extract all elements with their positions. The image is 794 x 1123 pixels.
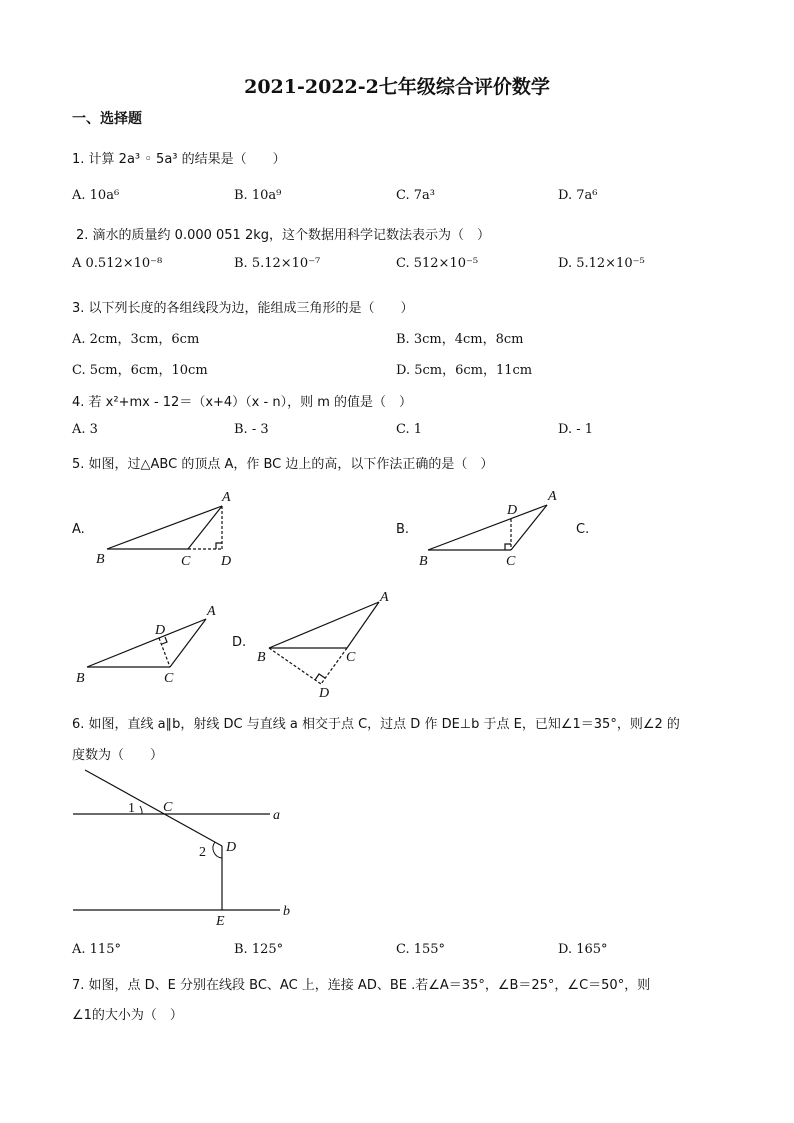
question-2-option-a: A 0.512×10⁻⁸	[72, 256, 163, 271]
question-4-option-b: B. - 3	[234, 422, 269, 437]
angle-1-label: 1	[128, 801, 135, 816]
section-heading: 一、选择题	[72, 111, 142, 127]
segment-bd	[269, 648, 321, 684]
question-6-option-d: D. 165°	[558, 942, 608, 957]
label-d: D	[507, 503, 518, 518]
question-6-option-a: A. 115°	[72, 942, 121, 957]
question-1-option-c: C. 7a³	[396, 188, 435, 203]
question-5-stem: 5. 如图，过△ABC 的顶点 A，作 BC 边上的高，以下作法正确的是（ ）	[72, 457, 494, 472]
question-3-stem: 3. 以下列长度的各组线段为边，能组成三角形的是（ ）	[72, 301, 414, 316]
label-c: C	[506, 554, 516, 569]
label-c: C	[163, 800, 173, 815]
label-c: C	[181, 554, 191, 569]
label-e: E	[216, 914, 225, 929]
label-c: C	[164, 671, 174, 686]
question-7-stem-line-1: 7. 如图，点 D、E 分别在线段 BC、AC 上，连接 AD、BE .若∠A＝35°，∠B＝25°，∠C＝50°，则	[72, 978, 651, 993]
question-4-option-d: D. - 1	[558, 422, 594, 437]
label-d: D	[319, 686, 330, 700]
question-2-option-d: D. 5.12×10⁻⁵	[558, 256, 645, 271]
label-b: B	[76, 671, 85, 686]
question-5-label-b: B.	[396, 522, 410, 537]
question-5-figure-d	[255, 585, 405, 700]
question-3-option-b: B. 3cm，4cm，8cm	[396, 332, 524, 347]
question-1-option-a: A. 10a⁶	[72, 188, 120, 203]
extension-cd	[321, 648, 347, 684]
label-d: D	[221, 554, 232, 569]
question-5-label-c: C.	[576, 522, 590, 537]
question-3-option-a: A. 2cm，3cm，6cm	[72, 332, 200, 347]
right-angle-mark	[505, 544, 511, 550]
label-a: A	[222, 490, 231, 505]
question-3-option-d: D. 5cm，6cm，11cm	[396, 363, 533, 378]
page-title: 2021-2022-2七年级综合评价数学	[244, 76, 550, 98]
question-5-label-d: D.	[232, 635, 247, 650]
question-4-stem: 4. 若 x²+mx - 12＝（x+4）（x - n），则 m 的值是（ ）	[72, 395, 412, 410]
label-b: B	[257, 650, 266, 665]
question-1-option-b: B. 10a⁹	[234, 188, 282, 203]
label-a: A	[207, 604, 216, 619]
question-5-figure-c	[70, 598, 230, 693]
question-5-label-a: A.	[72, 522, 85, 537]
segment-cd	[159, 638, 170, 667]
question-5-figure-b	[415, 485, 575, 570]
question-5-figure-a	[90, 485, 250, 570]
angle-1-arc	[140, 806, 142, 814]
angle-2-arc	[213, 842, 222, 858]
question-7-stem-line-2: ∠1的大小为（ ）	[72, 1008, 183, 1023]
right-angle-mark	[315, 674, 325, 680]
question-2-stem: 2. 滴水的质量约 0.000 051 2kg，这个数据用科学记数法表示为（ ）	[76, 228, 491, 243]
question-6-stem-line-1: 6. 如图，直线 a∥b，射线 DC 与直线 a 相交于点 C，过点 D 作 DE⊥b 于点 E，已知∠1＝35°，则∠2 的	[72, 717, 680, 732]
label-b: B	[419, 554, 428, 569]
question-4-option-c: C. 1	[396, 422, 423, 437]
label-b: b	[283, 904, 290, 919]
question-6-option-b: B. 125°	[234, 942, 284, 957]
angle-2-label: 2	[199, 845, 206, 860]
label-c: C	[346, 650, 356, 665]
question-6-stem-line-2: 度数为（ ）	[72, 748, 164, 763]
question-3-option-c: C. 5cm，6cm，10cm	[72, 363, 208, 378]
label-d: D	[155, 623, 166, 638]
question-1-option-d: D. 7a⁶	[558, 188, 598, 203]
question-2-option-c: C. 512×10⁻⁵	[396, 256, 479, 271]
label-d: D	[226, 840, 237, 855]
question-1-stem: 1. 计算 2a³ ◦ 5a³ 的结果是（ ）	[72, 152, 286, 167]
question-4-option-a: A. 3	[72, 422, 98, 437]
label-a: A	[548, 489, 557, 504]
question-6-option-c: C. 155°	[396, 942, 446, 957]
label-b: B	[96, 552, 105, 567]
right-angle-mark	[162, 637, 167, 644]
right-angle-mark	[216, 543, 222, 549]
question-6-figure	[65, 765, 305, 935]
label-a: a	[273, 808, 280, 823]
label-a: A	[380, 590, 389, 605]
ray-dc	[85, 770, 222, 846]
question-2-option-b: B. 5.12×10⁻⁷	[234, 256, 321, 271]
